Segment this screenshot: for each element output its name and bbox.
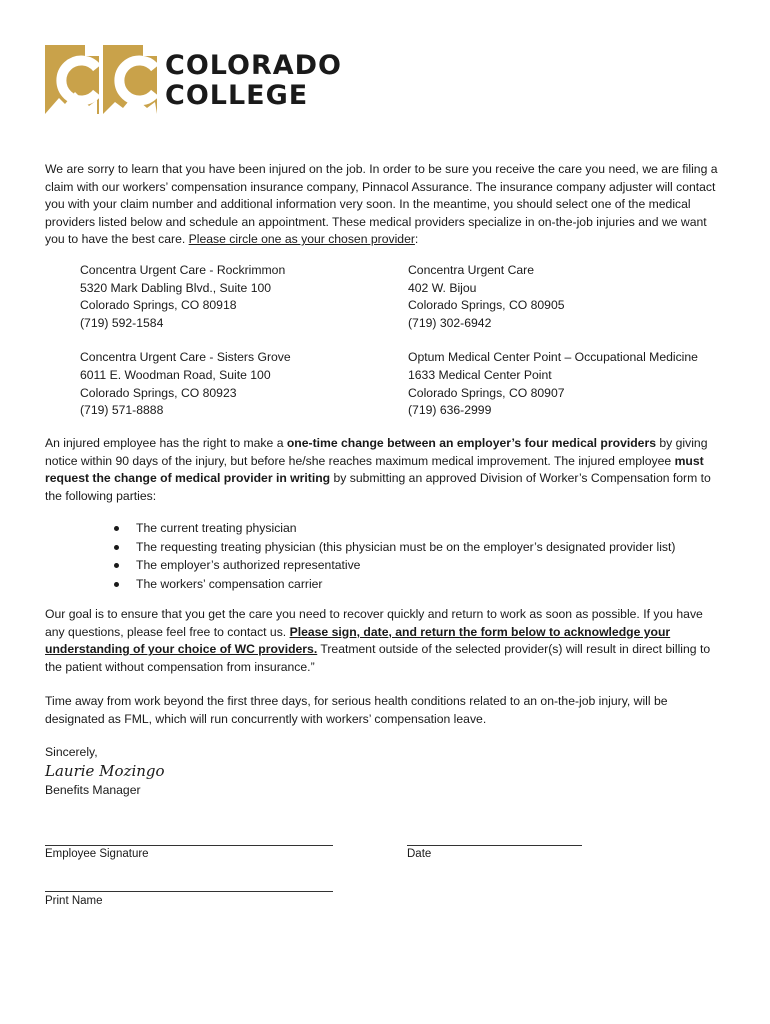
rights-text: by giving notice within 90 days of the injury, but before he/she reaches maximum medical improvement. The injured employee [45, 436, 708, 468]
intro-colon: : [414, 232, 419, 247]
list-item: The current treating physician [112, 519, 675, 538]
intro-paragraph [45, 161, 725, 249]
list-item: The requesting treating physician (this physician must be on the employer’s designated provider list) [112, 538, 675, 557]
date-line[interactable] [407, 845, 582, 846]
signer-title: Benefits Manager [45, 783, 141, 797]
colorado-college-logo [45, 45, 365, 117]
provider-name: Concentra Urgent Care - Sisters Grove [80, 350, 291, 365]
provider-city: Colorado Springs, CO 80907 [408, 385, 565, 400]
provider-list [80, 262, 740, 420]
provider-address: 1633 Medical Center Point [408, 367, 552, 382]
rights-text: An injured employee has the right to make a [45, 436, 287, 450]
print-name-line[interactable] [45, 891, 333, 892]
employee-signature-line[interactable] [45, 845, 333, 846]
provider-option[interactable] [408, 349, 738, 419]
employee-signature-label: Employee Signature [45, 848, 149, 860]
intro-text: We are sorry to learn that you have been injured on the job. In order to be sure you receive the care you need, we are filing a claim with our workers’ compensation insurance company, Pinnacol Assurance. The insurance company adjuster will contact you with your claim number and additional information very soon. In the meantime, you should select one of the medical providers listed below and schedule an appointment. These medical providers specialize in on-the-job injuries and we want you to have the best care. [45, 162, 718, 247]
list-item: The employer’s authorized representative [112, 556, 675, 575]
goal-text: Treatment outside of the selected provider(s) will result in direct billing to the patient without compensation from insurance.” [45, 642, 711, 674]
fml-paragraph [45, 693, 725, 728]
sign-return-instruction: Please sign, date, and return the form below to acknowledge your understanding of your choice of WC providers. [45, 624, 671, 657]
provider-option[interactable] [80, 262, 408, 332]
provider-name: Optum Medical Center Point – Occupational Medicine [408, 350, 698, 365]
provider-phone: (719) 592-1584 [80, 315, 164, 330]
print-name-label: Print Name [45, 895, 103, 907]
provider-phone: (719) 636-2999 [408, 403, 492, 418]
circle-provider-instruction: Please circle one as your chosen provider [188, 232, 415, 247]
one-time-change-emphasis: one-time change between an employer’s four medical providers [286, 436, 656, 450]
logo-wordmark-line2: COLLEGE [165, 80, 309, 111]
goal-text: Our goal is to ensure that you get the care you need to recover quickly and return to work as soon as possible. If you have any questions, please feel free to contact us. [45, 607, 703, 639]
provider-city: Colorado Springs, CO 80905 [408, 298, 565, 313]
cc-monogram-icon [45, 45, 157, 114]
provider-option[interactable] [408, 262, 738, 332]
goal-paragraph [45, 606, 725, 676]
provider-phone: (719) 302-6942 [408, 315, 492, 330]
list-item: The workers’ compensation carrier [112, 575, 675, 594]
provider-city: Colorado Springs, CO 80918 [80, 298, 237, 313]
provider-name: Concentra Urgent Care [408, 263, 534, 277]
closing: Sincerely, [45, 745, 98, 759]
provider-address: 6011 E. Woodman Road, Suite 100 [80, 367, 271, 382]
provider-name: Concentra Urgent Care - Rockrimmon [80, 263, 286, 277]
rights-text: by submitting an approved Division of Worker’s Compensation form to the following parties: [45, 471, 711, 503]
provider-address: 5320 Mark Dabling Blvd., Suite 100 [80, 280, 272, 295]
parties-list [112, 519, 675, 593]
logo-wordmark-line1: COLORADO [165, 50, 343, 81]
provider-address: 402 W. Bijou [408, 280, 477, 295]
provider-city: Colorado Springs, CO 80923 [80, 385, 237, 400]
rights-paragraph [45, 435, 725, 505]
fml-text: Time away from work beyond the first three days, for serious health conditions related to an on-the-job injury, will be designated as FML, which will run concurrently with workers’ compensation leave. [45, 694, 668, 726]
date-label: Date [407, 848, 432, 860]
signer-signature: Laurie Mozingo [45, 762, 165, 780]
provider-option[interactable] [80, 349, 408, 419]
provider-phone: (719) 571-8888 [80, 403, 164, 418]
request-in-writing-emphasis: must request the change of medical provider in writing [45, 453, 704, 486]
